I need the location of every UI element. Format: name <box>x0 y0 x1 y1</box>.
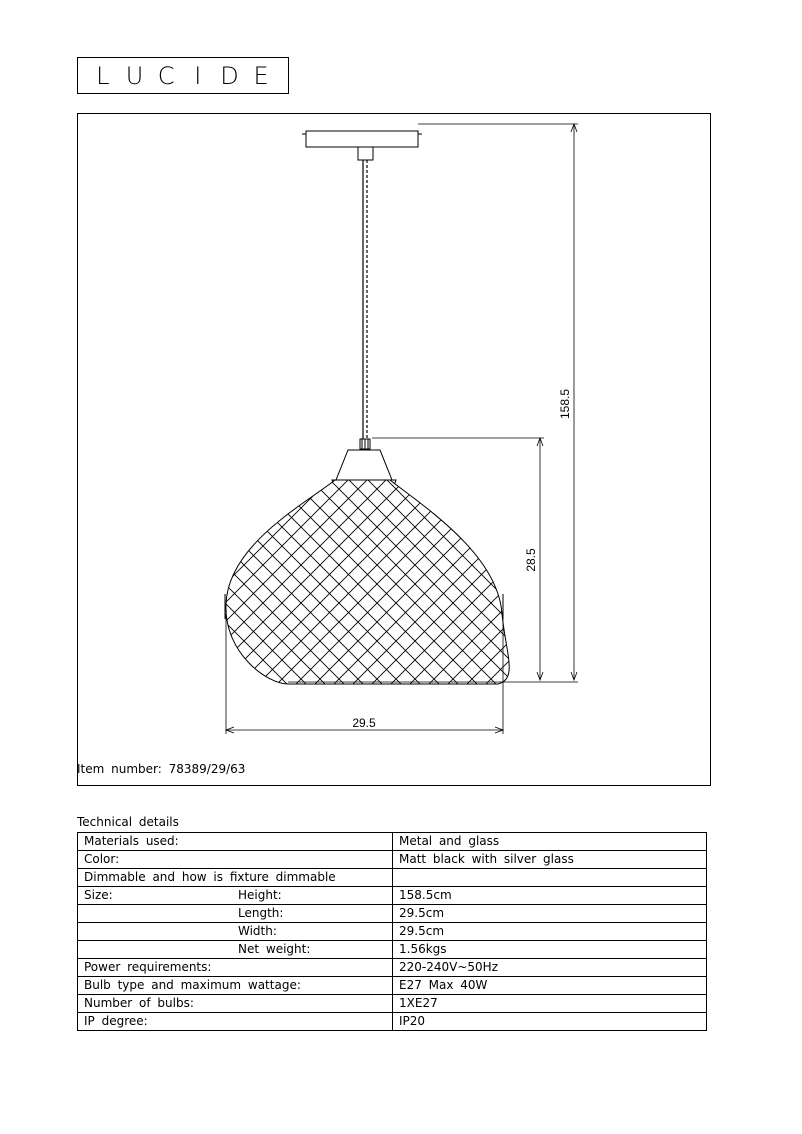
spec-sublabel: Length: <box>238 906 284 920</box>
spec-value: E27 Max 40W <box>393 977 707 995</box>
spec-sublabel: Width: <box>238 924 277 938</box>
spec-value: 29.5cm <box>393 905 707 923</box>
ceiling-canopy <box>302 131 422 160</box>
spec-label-cell <box>78 1013 393 1031</box>
item-number: Item number: 78389/29/63 <box>77 762 246 776</box>
spec-label: Materials used: <box>84 834 179 848</box>
logo-letter: I <box>194 61 204 90</box>
table-row <box>78 923 707 941</box>
spec-label-cell <box>78 851 393 869</box>
logo-letter: E <box>253 61 271 90</box>
spec-value: 220-240V~50Hz <box>393 959 707 977</box>
logo-letter: L <box>96 61 112 90</box>
spec-label: Size: <box>84 888 113 902</box>
dim-label-29: 29.5 <box>352 716 376 730</box>
glass-shade <box>78 474 712 694</box>
spec-label-cell <box>78 905 393 923</box>
spec-value: 158.5cm <box>393 887 707 905</box>
spec-sublabel: Net weight: <box>238 942 311 956</box>
table-row <box>78 941 707 959</box>
technical-drawing <box>77 113 711 786</box>
spec-value: 1XE27 <box>393 995 707 1013</box>
spec-label: Bulb type and maximum wattage: <box>84 978 301 992</box>
spec-value: Metal and glass <box>393 833 707 851</box>
table-row <box>78 1013 707 1031</box>
spec-label: Dimmable and how is fixture dimmable <box>84 870 336 884</box>
logo-letter: U <box>125 61 146 90</box>
logo-letter: D <box>220 61 241 90</box>
table-row <box>78 977 707 995</box>
spec-value <box>393 869 707 887</box>
spec-label-cell <box>78 977 393 995</box>
spec-label: Power requirements: <box>84 960 212 974</box>
spec-sublabel: Height: <box>238 888 282 902</box>
spec-label-cell <box>78 833 393 851</box>
spec-label: Color: <box>84 852 120 866</box>
table-row <box>78 995 707 1013</box>
pendant-lamp-drawing <box>78 114 712 787</box>
spec-label: Number of bulbs: <box>84 996 194 1010</box>
spec-value: Matt black with silver glass <box>393 851 707 869</box>
table-row <box>78 959 707 977</box>
spec-label-cell <box>78 923 393 941</box>
technical-details-table <box>77 832 707 1031</box>
table-row <box>78 851 707 869</box>
spec-value: 29.5cm <box>393 923 707 941</box>
spec-label-cell <box>78 959 393 977</box>
table-row <box>78 887 707 905</box>
spec-label-cell <box>78 995 393 1013</box>
brand-logo <box>77 57 289 94</box>
spec-label-cell <box>78 869 393 887</box>
spec-value: IP20 <box>393 1013 707 1031</box>
suspension-cord <box>360 160 370 449</box>
table-row <box>78 869 707 887</box>
dim-label-158: 158.5 <box>558 388 572 420</box>
table-row <box>78 905 707 923</box>
spec-label-cell <box>78 887 393 905</box>
dim-label-28: 28.5 <box>524 548 538 572</box>
spec-label: IP degree: <box>84 1014 148 1028</box>
spec-value: 1.56kgs <box>393 941 707 959</box>
logo-letter: C <box>157 61 177 90</box>
table-row <box>78 833 707 851</box>
technical-details-title: Technical details <box>77 815 179 829</box>
spec-label-cell <box>78 941 393 959</box>
